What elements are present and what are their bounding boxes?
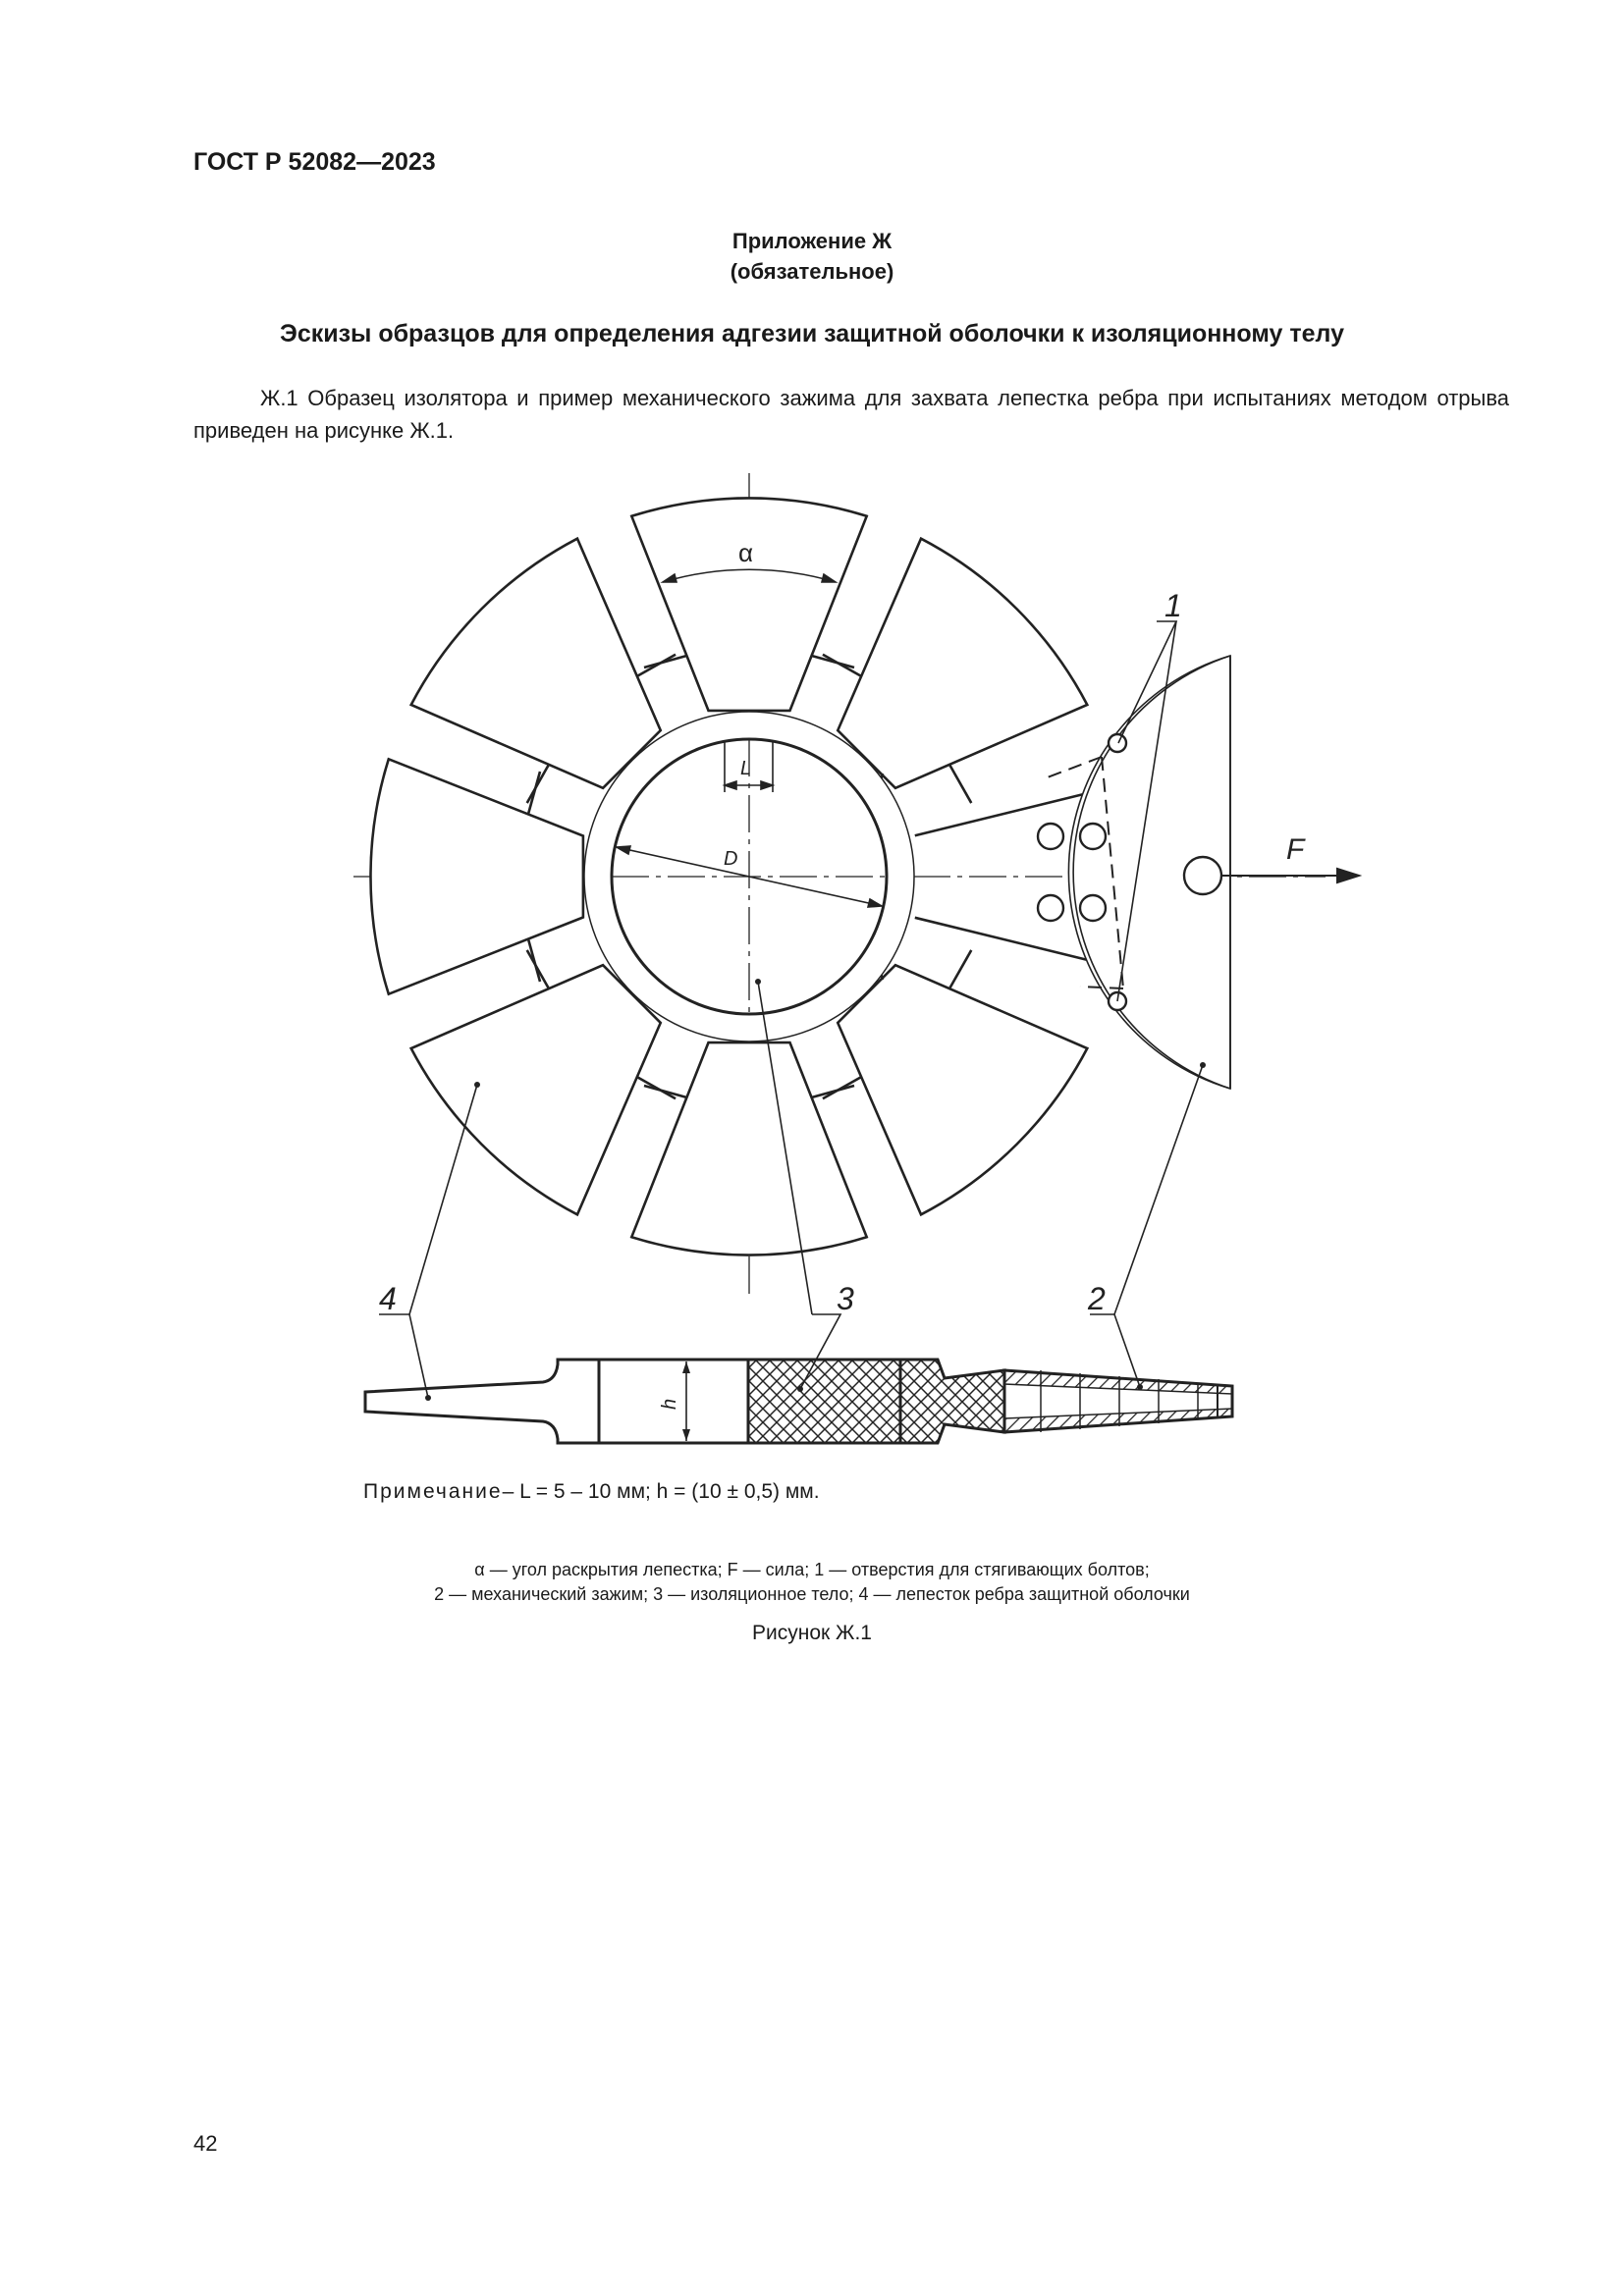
tie-bolt-hole bbox=[1109, 734, 1126, 752]
label-h: h bbox=[659, 1398, 680, 1410]
appendix-status: (обязательное) bbox=[730, 259, 894, 284]
figure-note bbox=[363, 1480, 820, 1504]
body-paragraph: Ж.1 Образец изолятора и пример механического зажима для захвата лепестка ребра при испытаниях методом отрыва приведен на рисунке Ж.1. bbox=[193, 386, 1509, 443]
appendix-title: Приложение Ж bbox=[731, 229, 893, 253]
label-alpha: α bbox=[738, 538, 754, 567]
bolt-hole bbox=[1080, 824, 1106, 849]
legend-line-1: α — угол раскрытия лепестка; F — сила; 1 — отверстия для стягивающих болтов; bbox=[474, 1560, 1150, 1579]
section-title: Эскизы образцов для определения адгезии защитной оболочки к изоляционному телу bbox=[280, 320, 1344, 347]
callout-1: 1 bbox=[1164, 588, 1182, 623]
bolt-hole bbox=[1038, 895, 1063, 921]
note-label: Примечание bbox=[363, 1480, 503, 1503]
bolt-hole bbox=[1038, 824, 1063, 849]
document-header: ГОСТ Р 52082—2023 bbox=[193, 148, 436, 176]
label-d: D bbox=[724, 848, 738, 870]
bolt-hole bbox=[1080, 895, 1106, 921]
note-text: – L = 5 – 10 мм; h = (10 ± 0,5) мм. bbox=[502, 1480, 820, 1503]
mechanical-clamp bbox=[1038, 656, 1230, 1089]
page-number: 42 bbox=[193, 2131, 218, 2156]
figure-caption: Рисунок Ж.1 bbox=[752, 1622, 872, 1644]
pull-hole bbox=[1184, 857, 1221, 894]
petal bbox=[631, 1042, 866, 1255]
label-f: F bbox=[1286, 833, 1305, 866]
force-arrow bbox=[1221, 869, 1359, 882]
petal bbox=[631, 498, 866, 710]
callout-2: 2 bbox=[1088, 1281, 1106, 1316]
callout-3: 3 bbox=[837, 1281, 854, 1316]
side-section bbox=[365, 1360, 1232, 1443]
petal bbox=[370, 759, 582, 993]
callout-4: 4 bbox=[379, 1281, 397, 1316]
label-l: L bbox=[740, 758, 752, 779]
legend-line-2: 2 — механический зажим; 3 — изоляционное тело; 4 — лепесток ребра защитной оболочки bbox=[434, 1584, 1190, 1604]
